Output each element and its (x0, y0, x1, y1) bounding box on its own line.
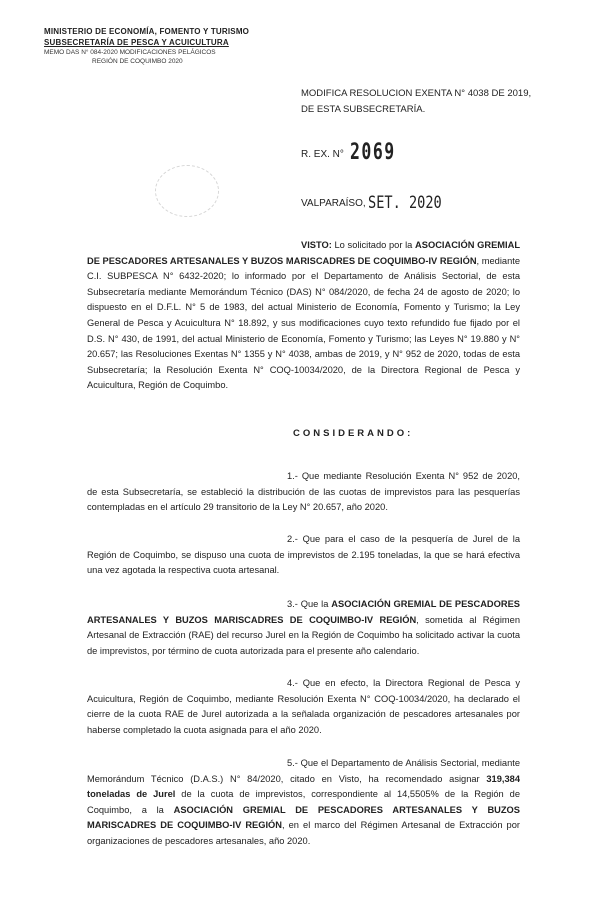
subsecretaria-name: SUBSECRETARÍA DE PESCA Y ACUICULTURA (44, 38, 229, 47)
point-4 (87, 676, 520, 738)
faint-stamp (155, 165, 219, 217)
visto-paragraph (87, 238, 520, 394)
point-5-tonnage: 319,384 toneladas de Jurel (87, 773, 520, 800)
ministry-name: MINISTERIO DE ECONOMÍA, FOMENTO Y TURISMO (44, 27, 250, 36)
point-5-org: ASOCIACIÓN GREMIAL DE PESCADORES ARTESANALES Y BUZOS MARISCADRES DE COQUIMBO-IV REGIÓN (87, 804, 520, 831)
point-3-text-a: 3.- Que la (287, 599, 332, 609)
point-5-text-b: de la cuota de imprevistos, correspondiente al 14,5505% de la Región de Coquimbo, a la (87, 789, 520, 815)
visto-label: VISTO: (301, 240, 332, 250)
rex-label: R. EX. N° (301, 149, 344, 160)
point-2 (87, 532, 520, 579)
valparaiso-label: VALPARAÍSO, (301, 198, 366, 209)
letterhead (44, 26, 249, 66)
memo-reference: MEMO DAS N° 084-2020 MODIFICACIONES PELÁGICOS (44, 49, 216, 56)
point-3-org: ASOCIACIÓN GREMIAL DE PESCADORES ARTESANALES Y BUZOS MARISCADRES DE COQUIMBO-IV REGIÓN (87, 599, 520, 625)
visto-text-2: , mediante C.I. SUBPESCA N° 6432-2020; lo informado por el Departamento de Análisis Sectorial, de esta Subsecretaría mediante Memorándum Técnico (DAS) N° 084/2020, de fecha 24 de agosto de 2020; lo dispuesto en el D.F.L. N° 5 de 1983, del actual Ministerio de Economía, Fomento y Turismo; la Ley General de Pesca y Acuicultura N° 18.892, y sus modificaciones cuyo texto refundido fue fijado por el D.S. N° 430, de 1991, del actual Ministerio de Economía, Fomento y Turismo; las Leyes N° 19.880 y N° 20.657; las Resoluciones Exentas N° 1355 y N° 4038, ambas de 2019, y N° 952 de 2020, todas de esta Subsecretaría; la Resolución Exenta N° COQ-10034/2020, de la Directora Regional de Pesca y Acuicultura, Región de Coquimbo. (87, 255, 520, 391)
resolution-title (301, 86, 531, 118)
region-reference: REGIÓN DE COQUIMBO 2020 (92, 58, 183, 65)
title-line-1: MODIFICA RESOLUCION EXENTA N° 4038 DE 2019, (301, 88, 532, 99)
point-3-text-b: , sometida al Régimen Artesanal de Extracción (RAE) del recurso Jurel en la Región de Coquimbo ha solicitado activar la cuota de imprevistos, por término de cuota autorizada para el presente año calendario. (87, 614, 521, 656)
point-4-text: 4.- Que en efecto, la Directora Regional de Pesca y Acuicultura, Región de Coquimbo, mediante Resolución Exenta N° COQ-10034/2020, ha declarado el cierre de la cuota RAE de Jurel autorizada a la señalada organización de pescadores artesanales por haberse completado la cuota asignada para el año 2020. (87, 678, 520, 735)
point-5 (87, 756, 520, 850)
point-3 (87, 597, 520, 659)
point-1-text: 1.- Que mediante Resolución Exenta N° 952 de 2020, de esta Subsecretaría, se estableció la distribución de las cuotas de imprevistos para las pesquerías contempladas en el artículo 29 transitorio de la Ley N° 20.657, año 2020. (87, 471, 520, 513)
point-2-text: 2.- Que para el caso de la pesquería de Jurel de la Región de Coquimbo, se dispuso una cuota de imprevistos de 2.195 toneladas, la que se hará efectiva una vez agotada la respectiva cuota artesanal. (87, 534, 520, 576)
point-5-text-c: , en el marco del Régimen Artesanal de Extracción por organizaciones de pescadores artesanales, año 2020. (87, 820, 520, 846)
point-5-text-a: 5.- Que el Departamento de Análisis Sectorial, mediante Memorándum Técnico (D.A.S.) N° 84/2020, citado en Visto, ha recomendado asignar (87, 758, 520, 784)
visto-text-1: Lo solicitado por la (331, 240, 416, 250)
point-1 (87, 469, 520, 516)
valparaiso-date: SET. 2020 (368, 193, 442, 213)
title-line-2: DE ESTA SUBSECRETARÍA. (301, 104, 426, 115)
rex-number: 2069 (350, 140, 396, 165)
visto-org: ASOCIACIÓN GREMIAL DE PESCADORES ARTESANALES Y BUZOS MARISCADRES DE COQUIMBO-IV REGIÓN (87, 240, 520, 266)
considerando-heading: CONSIDERANDO: (293, 428, 414, 439)
